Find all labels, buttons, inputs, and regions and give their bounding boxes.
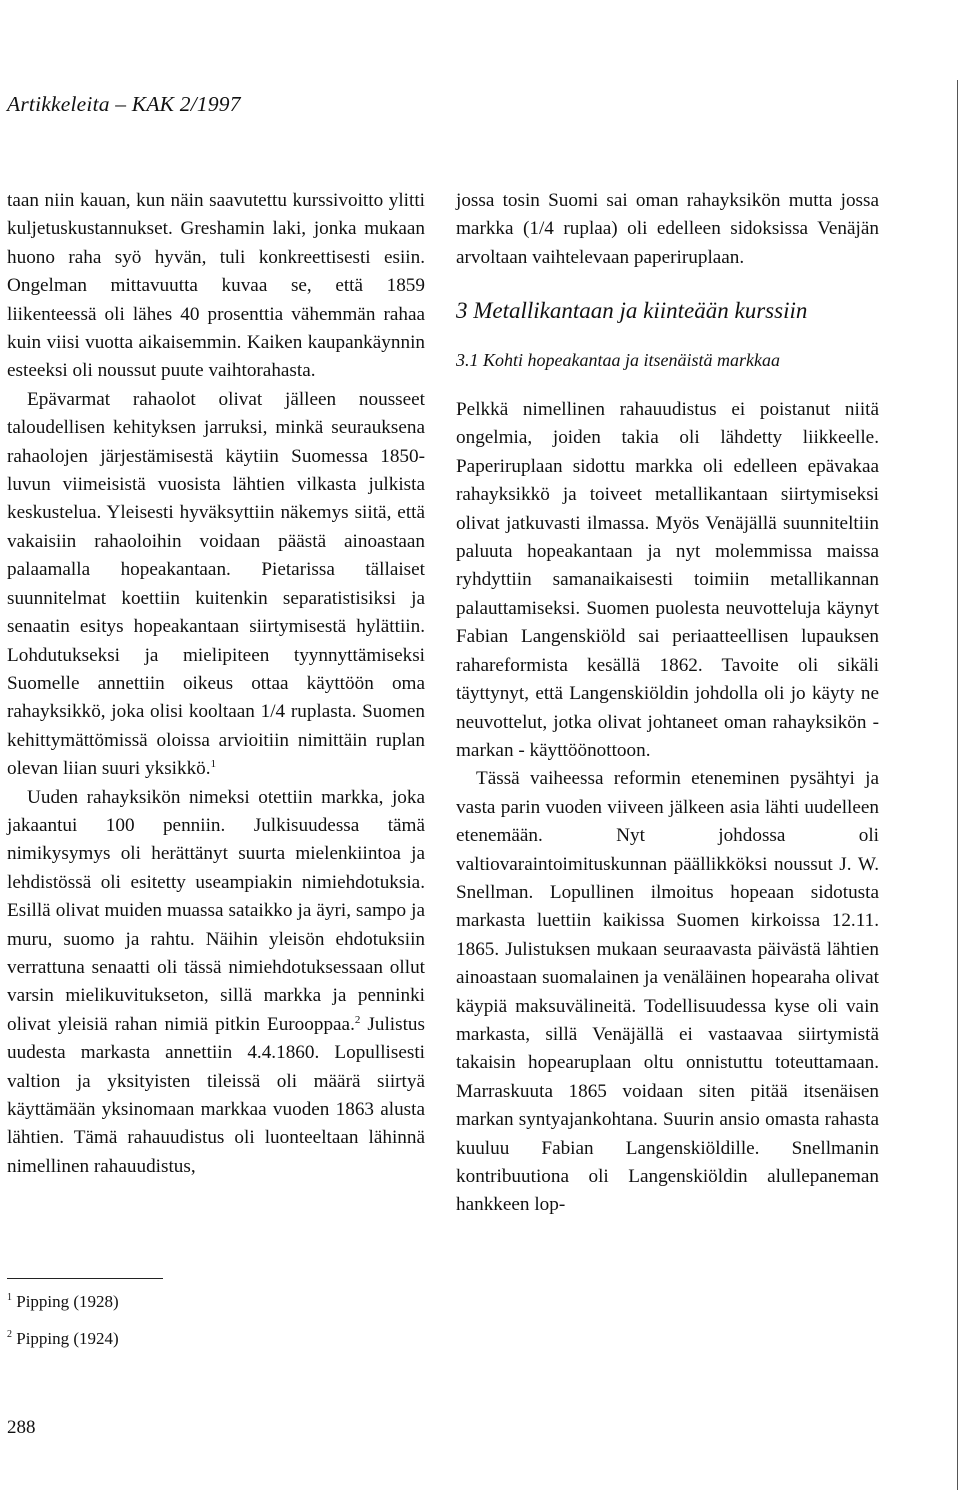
- footnote-number: 2: [7, 1329, 12, 1340]
- page-edge-line: [957, 80, 958, 1490]
- page-number: 288: [7, 1417, 36, 1438]
- running-head: Artikkeleita – KAK 2/1997: [7, 92, 241, 116]
- paragraph: [7, 784, 425, 1182]
- footnotes: [7, 1283, 119, 1357]
- paragraph-text: Epävarmat rahaolot olivat jälleen nousseet taloudellisen kehityksen jarruksi, minkä seurauksena rahaolojen järjestämisestä käytiin Suomessa 1850-luvun viimeisistä vuosista lähtien vilkasta julkista keskustelua. Yleisesti hyväksyttiin näkemys siitä, että vakaisiin rahaoloihin voidaan päästä ainoastaan palaamalla hopeakantaan. Pietarissa tällaiset suunnitelmat koettiin kuitenkin separatistisiksi ja senaatin esitys hopeakantaan siirtymisestä hylättiin. Lohdutukseksi ja mielipiteen tyynnyttämiseksi Suomelle annettiin oikeus ottaa käyttöön oma rahayksikkö, joka olisi kooltaan 1/4 ruplasta. Suomen kehittymättömissä oloissa arvioitiin nimittäin ruplan olevan liian suuri yksikkö.: [7, 388, 425, 780]
- footnote-ref: 1: [210, 758, 217, 771]
- footnote-number: 1: [7, 1292, 12, 1303]
- paragraph-text: Julistus uudesta markasta annettiin 4.4.1860. Lopullisesti valtion ja yksityisten tileissä oli määrä siirtyä käyttämään yksinomaan markkaa vuoden 1863 alusta lähtien. Tämä rahauudistus oli luonteeltaan lähinnä nimellinen rahauudistus,: [7, 1013, 425, 1177]
- paragraph: Tässä vaiheessa reformin eteneminen pysähtyi ja vasta parin vuoden viiveen jälkeen asia lähti uudelleen etenemään. Nyt johdossa oli valtiovaraintoimituskunnan päällikköksi noussut J. W. Snellman. Lopullinen ilmoitus hopeaan sidotusta markasta luettiin kaikissa Suomen kirkoissa 12.11. 1865. Julistuksen mukaan seuraavasta päivästä lähtien ainoastaan suomalainen ja venäläinen hopearaha olivat käypiä maksuvälineitä. Todellisuudessa kyse oli vain markasta, sillä Venäjällä ei vastaavaa siirtymistä takaisin hopearuplaan oltu onnistuttu toteuttamaan. Marraskuuta 1865 voidaan siten pitää itsenäisen markan syntyajankohtana. Suurin ansio omasta rahasta kuuluu Fabian Langenskiöldille. Snellmanin kontribuutiona oli Langenskiöldin alullepaneman hankkeen lop-: [456, 768, 879, 1216]
- footnote-text: Pipping (1924): [16, 1329, 119, 1348]
- right-column: [456, 187, 879, 1220]
- paragraph: jossa tosin Suomi sai oman rahayksikön mutta jossa markka (1/4 ruplaa) oli edelleen sidoksissa Venäjän arvoltaan vaihtelevaan paperiruplaan.: [456, 190, 879, 268]
- subsection-heading: 3.1 Kohti hopeakantaa ja itsenäistä markkaa: [456, 349, 780, 370]
- footnote-ref: 2: [354, 1013, 361, 1026]
- footnote-text: Pipping (1928): [16, 1292, 119, 1311]
- paragraph-text: Uuden rahayksikön nimeksi otettiin markka, joka jakaantui 100 penniin. Julkisuudessa tämä nimikysymys oli herättänyt suurta mielenkiintoa ja lehdistössä oli esitetty useampiakin nimiehdotuksia. Esillä olivat muiden muassa sataikko ja äyri, sampo ja muru, suomo ja rahtu. Näihin yleisön ehdotuksiin verrattuna senaatti oli tässä nimiehdotuksessaan ollut varsin mielikuvitukseton, sillä markka ja penninki olivat yleisiä rahan nimiä pitkin Eurooppaa.: [7, 786, 425, 1035]
- footnote-rule: [7, 1278, 163, 1279]
- left-column: [7, 187, 425, 1181]
- footnote: [7, 1320, 119, 1357]
- paragraph: Pelkkä nimellinen rahauudistus ei poistanut niitä ongelmia, joiden takia oli lähdetty liikkeelle. Paperiruplaan sidottu markka oli edelleen epävakaa rahayksikkö ja toiveet metallikantaan siirtymiseksi olivat jatkuvasti ilmassa. Myös Venäjällä suunniteltiin paluuta hopeakantaan ja nyt molemmissa maissa ryhdyttiin samanaikaisesti toimiin metallikannan palauttamiseksi. Suomen puolesta neuvotteluja käynyt Fabian Langenskiöld sai periaatteellisen lupauksen rahareformista kesällä 1862. Tavoite oli sikäli täyttynyt, että Langenskiöldin johdolla oli jo käyty ne neuvottelut, jotka olivat johtaneet oman rahayksikön - markan - käyttöönottoon.: [456, 399, 879, 761]
- paragraph: [7, 386, 425, 784]
- section-heading: 3 Metallikantaan ja kiinteään kurssiin: [456, 298, 808, 324]
- footnote: [7, 1283, 119, 1320]
- paragraph: taan niin kauan, kun näin saavutettu kurssivoitto ylitti kuljetuskustannukset. Greshamin laki, jonka mukaan huono raha syö hyvän, tuli konkreettisesti esiin. Ongelman mittavuutta kuvaa se, että 1859 liikenteessä oli lähes 40 prosenttia vähemmän rahaa kuin viisi vuotta aikaisemmin. Kaiken kaupankäynnin esteeksi oli noussut puute vaihtorahasta.: [7, 190, 425, 382]
